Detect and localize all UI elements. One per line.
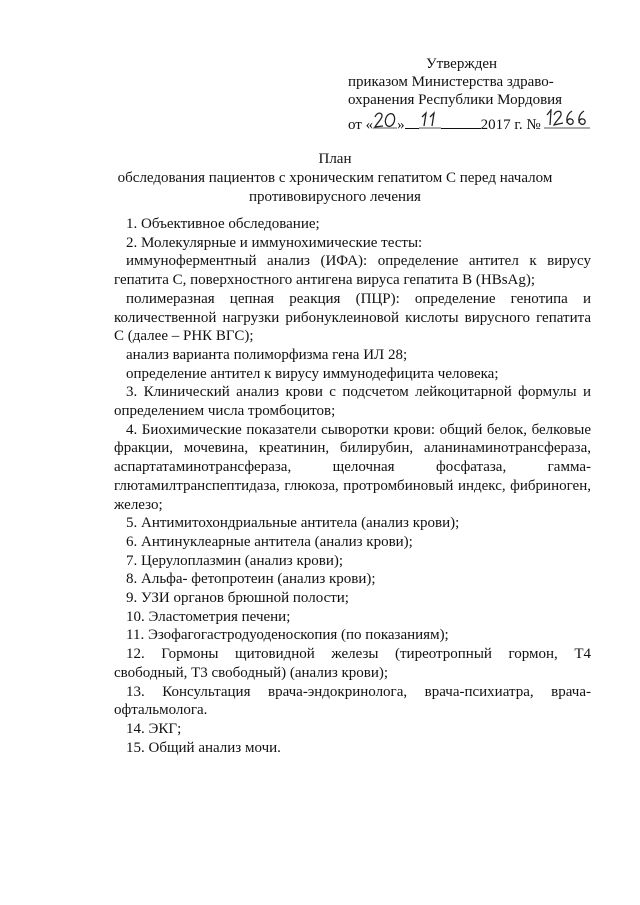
list-item: анализ варианта полиморфизма гена ИЛ 28;: [126, 346, 408, 363]
approval-line-1: приказом Министерства здраво-: [348, 74, 554, 90]
title-line-1: План: [318, 151, 352, 167]
list-item: 8. Альфа- фетопротеин (анализ крови);: [126, 571, 376, 588]
date-blank-right: [441, 127, 481, 129]
date-mid: »: [397, 117, 405, 133]
list-item: 6. Антинуклеарные антитела (анализ крови);: [126, 533, 413, 550]
list-item: 7. Церулоплазмин (анализ крови);: [126, 552, 344, 569]
list-item: полимеразная цепная реакция (ПЦР): определение генотипа и количественной нагрузки рибонуклеиновой кислоты вирусного гепатита С (далее – РНК ВГС);: [114, 290, 591, 345]
approval-line-2: охранения Республики Мордовия: [348, 92, 563, 108]
title-line-3: противовирусного лечения: [249, 189, 421, 205]
list-item: 12. Гормоны щитовидной железы (тиреотропный гормон, Т4 свободный, Т3 свободный) (анализ крови);: [114, 646, 591, 681]
list-item: 4. Биохимические показатели сыворотки крови: общий белок, белковые фракции, мочевина, креатинин, билирубин, аланинаминотрансфераза, аспартатаминотрансфераза, щелочная фосфатаза, гамма-глютамилтранспептидаза, глюкоза, протромбиновый индекс, фибриноген, железо;: [114, 421, 591, 513]
handwritten-order-number: [544, 109, 590, 129]
list-item: 13. Консультация врача-эндокринолога, врача-психиатра, врача-офтальмолога.: [114, 683, 591, 719]
list-item: 9. УЗИ органов брюшной полости;: [126, 590, 349, 607]
list-item: 15. Общий анализ мочи.: [126, 739, 281, 756]
approved-heading: Утвержден: [426, 56, 498, 72]
title-line-2: обследования пациентов с хроническим гепатитом С перед началом: [117, 170, 553, 186]
plan-list: [114, 215, 591, 757]
date-prefix: от «: [348, 117, 374, 133]
list-item: 2. Молекулярные и иммунохимические тесты:: [126, 234, 423, 251]
list-item: иммуноферментный анализ (ИФА): определение антител к вирусу гепатита С, поверхностного антигена вируса гепатита В (HBsAg);: [114, 253, 591, 289]
date-year: 2017 г. №: [480, 117, 541, 133]
handwritten-day: [373, 111, 397, 129]
list-item: 10. Эластометрия печени;: [126, 608, 291, 625]
list-item: 14. ЭКГ;: [126, 720, 182, 737]
date-blank-left: [405, 127, 419, 129]
list-item: 11. Эзофагогастродуоденоскопия (по показаниям);: [126, 627, 449, 644]
list-item: 3. Клинический анализ крови с подсчетом лейкоцитарной формулы и определением числа тромбоцитов;: [114, 384, 591, 420]
handwritten-month: [419, 111, 441, 129]
approval-date-line: [348, 109, 628, 134]
list-item: определение антител к вирусу иммунодефицита человека;: [126, 365, 499, 382]
list-item: 1. Объективное обследование;: [126, 216, 320, 232]
approval-block: [348, 55, 628, 134]
document-title: [100, 150, 570, 207]
list-item: 5. Антимитохондриальные антитела (анализ крови);: [126, 515, 460, 532]
